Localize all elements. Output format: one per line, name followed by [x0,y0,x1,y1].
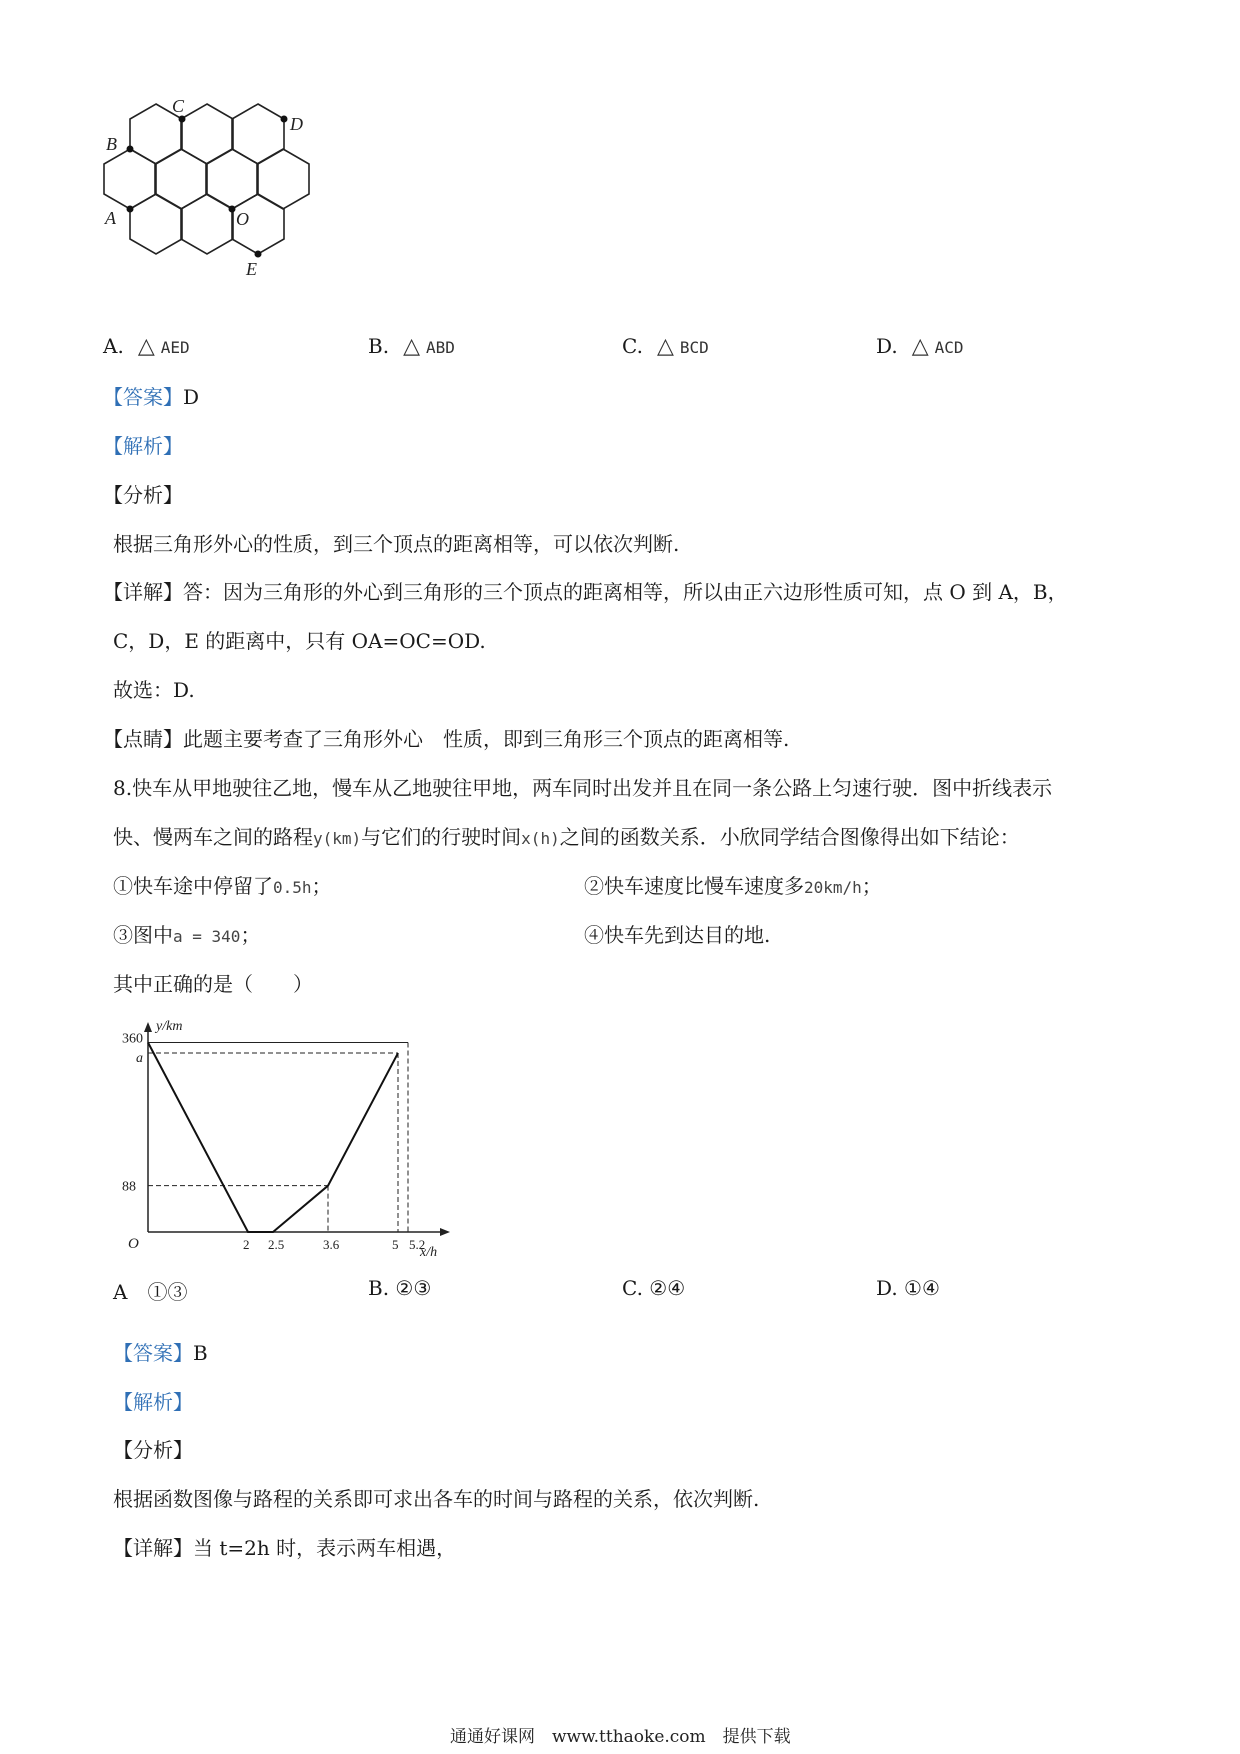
q7-option-a: A. △ AED [103,334,190,359]
page-footer: 通通好课网 www.tthaoke.com 提供下载 [450,1727,791,1747]
q7-answer: 【答案】D [103,385,200,409]
label-a: A [105,208,116,228]
q7-fenxi-text: 根据三角形外心的性质，到三个顶点的距离相等，可以依次判断. [113,532,680,556]
triangle-icon: △ [137,334,155,359]
y-axis-label: y/km [156,1019,183,1034]
y-tick-label: 360 [122,1031,143,1047]
q8-conclusion-3: ③图中a = 340； [113,923,261,947]
x-tick-label: 3.6 [323,1237,340,1252]
q8-option-c: C. ②④ [622,1276,686,1300]
q8-option-d: D. ①④ [876,1276,940,1300]
q8-fenxi-tag: 【分析】 [113,1438,193,1462]
q7-option-b: B. △ ABD [368,334,455,359]
point-o [229,206,236,213]
x-tick-label: 5.2 [409,1237,426,1252]
x-axis-arrow [440,1228,450,1236]
q8-detail: 【详解】当 t=2h 时，表示两车相遇， [113,1536,457,1560]
q7-fenxi-tag: 【分析】 [103,483,183,507]
origin-label: O [128,1236,139,1252]
x-tick-label: 2.5 [268,1237,285,1252]
y-axis-arrow [144,1022,152,1032]
q8-question: 其中正确的是（ ） [113,972,313,996]
q7-option-c: C. △ BCD [622,334,709,359]
q8-conclusion-4: ④快车先到达目的地. [584,923,771,947]
label-b: B [106,134,117,154]
point-a [127,206,134,213]
q7-detail-line1: 【详解】答：因为三角形的外心到三角形的三个顶点的距离相等，所以由正六边形性质可知，点 O 到 A，B， [103,580,1068,604]
q7-option-d: D. △ ACD [876,334,964,359]
series-line [148,1043,398,1232]
x-axis-label: x/h [420,1245,438,1260]
q7-analysis-tag: 【解析】 [103,434,183,458]
hexagon-figure [96,92,356,307]
distance-time-chart [100,1010,450,1270]
x-tick-label: 5 [392,1237,399,1252]
q7-detail-line2: C，D，E 的距离中，只有 OA=OC=OD. [113,629,486,653]
q8-conclusion-2: ②快车速度比慢车速度多20km/h； [584,874,882,898]
q8-analysis-tag: 【解析】 [113,1390,193,1414]
point-d [281,116,288,123]
q8-option-b: B. ②③ [368,1276,432,1300]
label-o: O [236,209,249,229]
label-d: D [290,114,303,134]
point-b [127,146,134,153]
q8-stem-line1: 8.快车从甲地驶往乙地，慢车从乙地驶往甲地，两车同时出发并且在同一条公路上匀速行驶．图中折线表示 [113,776,1053,800]
q7-choose: 故选：D. [113,678,195,702]
triangle-icon: △ [656,334,674,359]
y-tick-label: a [136,1051,143,1067]
q8-answer: 【答案】B [113,1341,208,1365]
x-tick-label: 2 [243,1237,250,1252]
label-c: C [172,96,185,116]
q7-dianjing: 【点睛】此题主要考查了三角形外心 性质，即到三角形三个顶点的距离相等. [103,727,790,751]
y-tick-label: 88 [122,1179,136,1195]
point-e [255,251,262,258]
q8-stem-line2: 快、慢两车之间的路程y(km)与它们的行驶时间x(h)之间的函数关系．小欣同学结合图像得出如下结论： [113,825,1020,849]
label-e: E [246,259,257,279]
triangle-icon: △ [403,334,420,359]
q8-conclusion-1: ①快车途中停留了0.5h； [113,874,332,898]
point-c [179,116,186,123]
q8-option-a: A ①③ [113,1280,188,1304]
triangle-icon: △ [911,334,929,359]
q8-fenxi-text: 根据函数图像与路程的关系即可求出各车的时间与路程的关系，依次判断. [113,1487,760,1511]
